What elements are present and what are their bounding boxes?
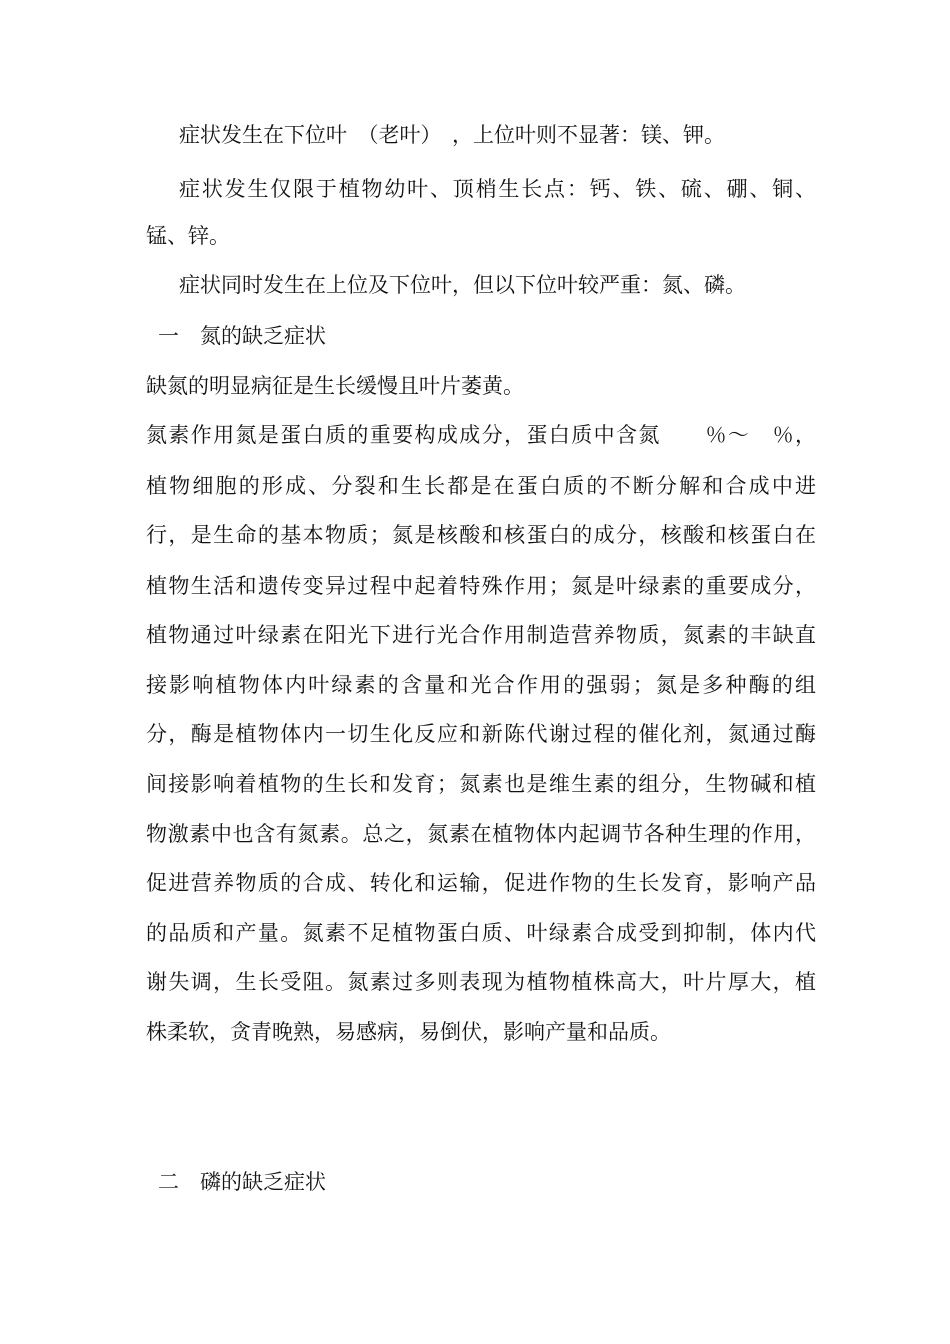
body-line: 接影响植物体内叶绿素的含量和光合作用的强弱；氮是多种酶的组 <box>146 673 816 697</box>
body-line: 植物通过叶绿素在阳光下进行光合作用制造营养物质，氮素的丰缺直 <box>146 623 816 647</box>
body-line: 植物细胞的形成、分裂和生长都是在蛋白质的不断分解和合成中进 <box>146 474 816 498</box>
section-heading-phosphorus: 二 磷的缺乏症状 <box>158 1170 326 1194</box>
body-line: 物激素中也含有氮素。总之，氮素在植物体内起调节各种生理的作用， <box>146 822 816 846</box>
nitrogen-summary: 缺氮的明显病征是生长缓慢且叶片萎黄。 <box>146 374 524 398</box>
intro-paragraph-2-line-2: 锰、锌。 <box>146 224 230 248</box>
body-line: 行，是生命的基本物质；氮是核酸和核蛋白的成分，核酸和核蛋白在 <box>146 523 816 547</box>
body-line: 间接影响着植物的生长和发育；氮素也是维生素的组分，生物碱和植 <box>146 772 816 796</box>
intro-paragraph-2-line-1: 症状发生仅限于植物幼叶、顶梢生长点：钙、铁、硫、硼、铜、 <box>179 177 816 201</box>
intro-paragraph-3: 症状同时发生在上位及下位叶，但以下位叶较严重：氮、磷。 <box>179 273 746 297</box>
body-line: 株柔软，贪青晚熟，易感病，易倒伏，影响产量和品质。 <box>146 1020 671 1044</box>
body-line: 分，酶是植物体内一切生化反应和新陈代谢过程的催化剂，氮通过酶 <box>146 722 816 746</box>
body-line: 氮素作用氮是蛋白质的重要构成成分，蛋白质中含氮 ％～ ％， <box>146 423 816 447</box>
body-line: 植物生活和遗传变异过程中起着特殊作用；氮是叶绿素的重要成分， <box>146 574 816 598</box>
body-line: 的品质和产量。氮素不足植物蛋白质、叶绿素合成受到抑制，体内代 <box>146 921 816 945</box>
intro-paragraph-1: 症状发生在下位叶 （老叶） ，上位叶则不显著：镁、钾。 <box>179 123 725 147</box>
section-heading-nitrogen: 一 氮的缺乏症状 <box>158 324 326 348</box>
body-line: 促进营养物质的合成、转化和运输，促进作物的生长发育，影响产品 <box>146 871 816 895</box>
body-line: 谢失调，生长受阻。氮素过多则表现为植物植株高大，叶片厚大，植 <box>146 970 816 994</box>
